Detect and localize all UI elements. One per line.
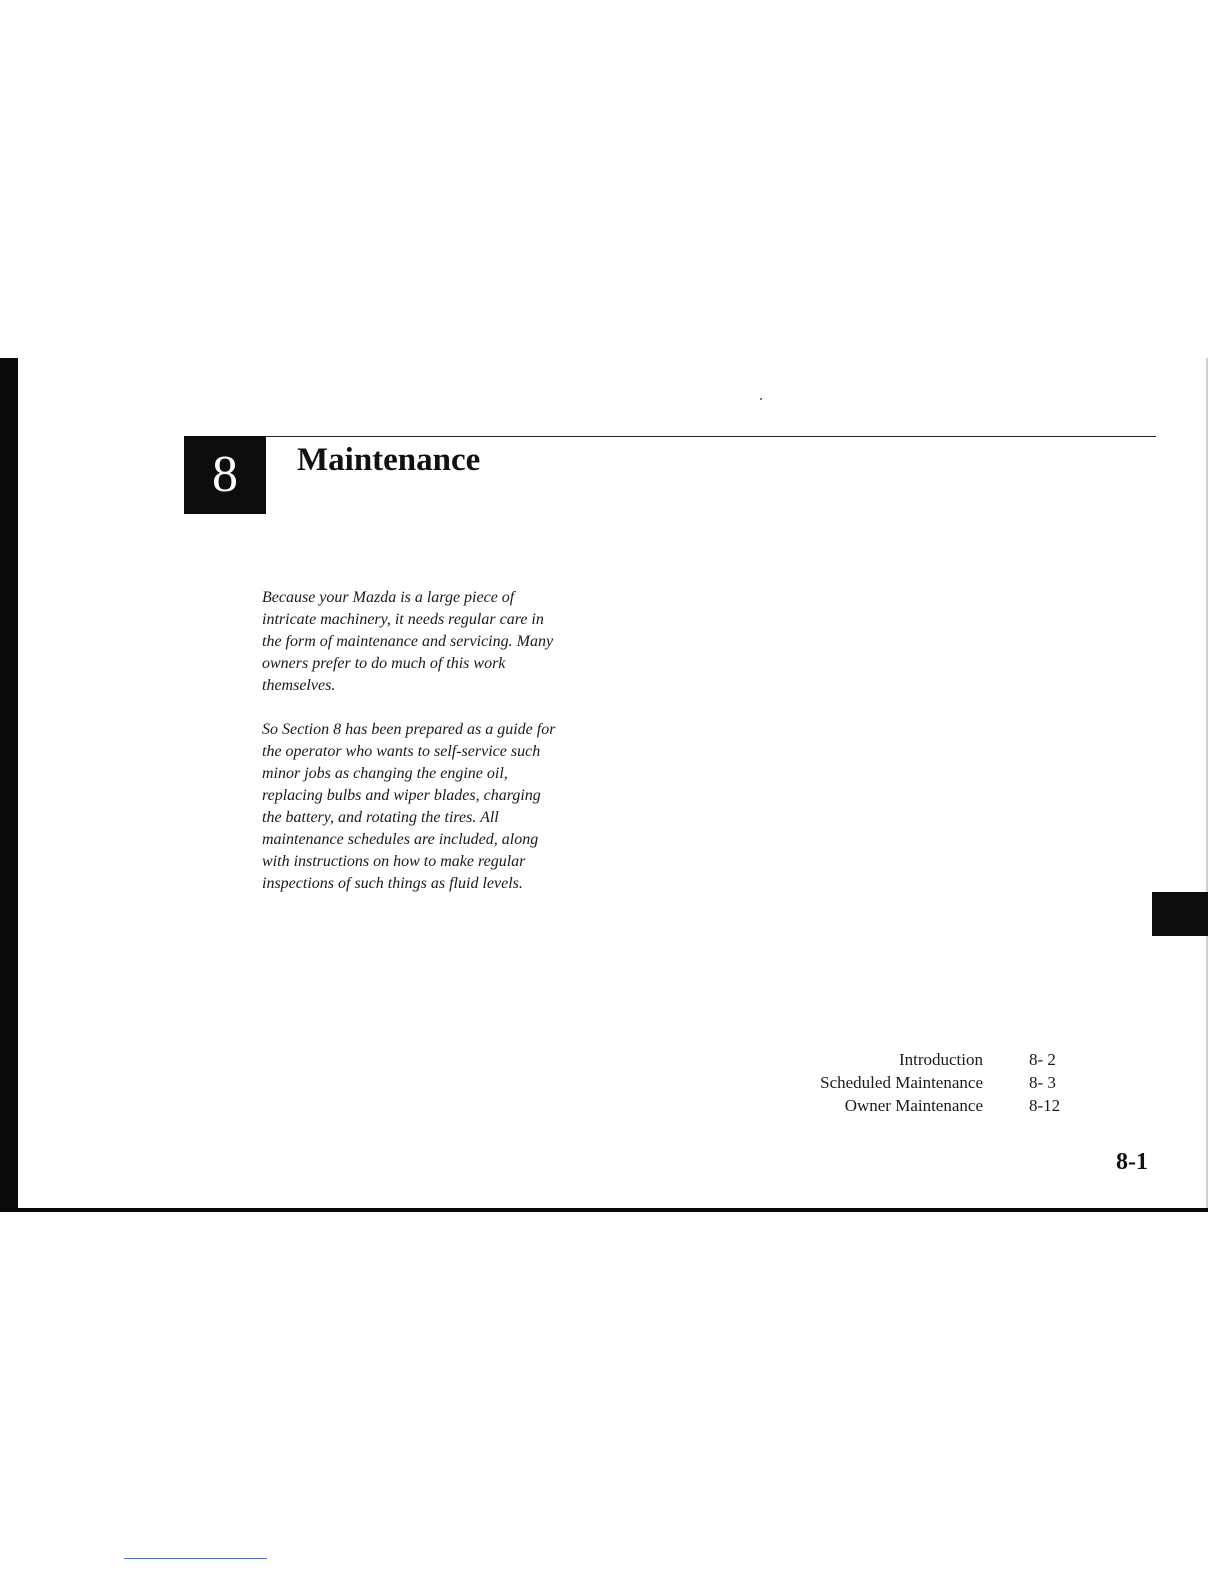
intro-text (262, 587, 622, 917)
scan-speck (760, 398, 762, 400)
intro-paragraph-2: So Section 8 has been prepared as a guide for the operator who wants to self-service such minor jobs as changing the engine oil, replacing bulbs and wiper blades, charging the battery, and rotating the tires. All maintenance schedules are included, along with instructions on how to make regular inspections of such things as fluid levels. (262, 721, 556, 892)
page-number: 8-1 (1116, 1149, 1148, 1175)
left-margin-bar (0, 358, 18, 1211)
section-thumb-tab (1152, 892, 1208, 936)
chapter-number-box (184, 436, 266, 514)
intro-paragraph-1: Because your Mazda is a large piece of intricate machinery, it needs regular care in the form of maintenance and servicing. Many owners prefer to do much of this work themselves. (262, 589, 554, 694)
header-rule (184, 436, 1156, 437)
toc-entry[interactable] (760, 1048, 1060, 1071)
chapter-title: Maintenance (297, 442, 481, 478)
section-contents (760, 1048, 1060, 1117)
bottom-rule (0, 1208, 1208, 1212)
toc-entry-page: 8-12 (1029, 1096, 1061, 1115)
chapter-number: 8 (212, 446, 238, 503)
footer-link-underline (124, 1558, 267, 1559)
toc-entry-label: Introduction (898, 1050, 983, 1069)
toc-entry[interactable] (760, 1094, 1060, 1117)
toc-entry[interactable] (760, 1071, 1060, 1094)
toc-entry-label: Owner Maintenance (844, 1096, 983, 1115)
right-edge-line (1206, 358, 1208, 1211)
toc-entry-label: Scheduled Maintenance (820, 1073, 983, 1092)
toc-entry-page: 8- 3 (1029, 1073, 1056, 1092)
toc-entry-page: 8- 2 (1029, 1050, 1056, 1069)
